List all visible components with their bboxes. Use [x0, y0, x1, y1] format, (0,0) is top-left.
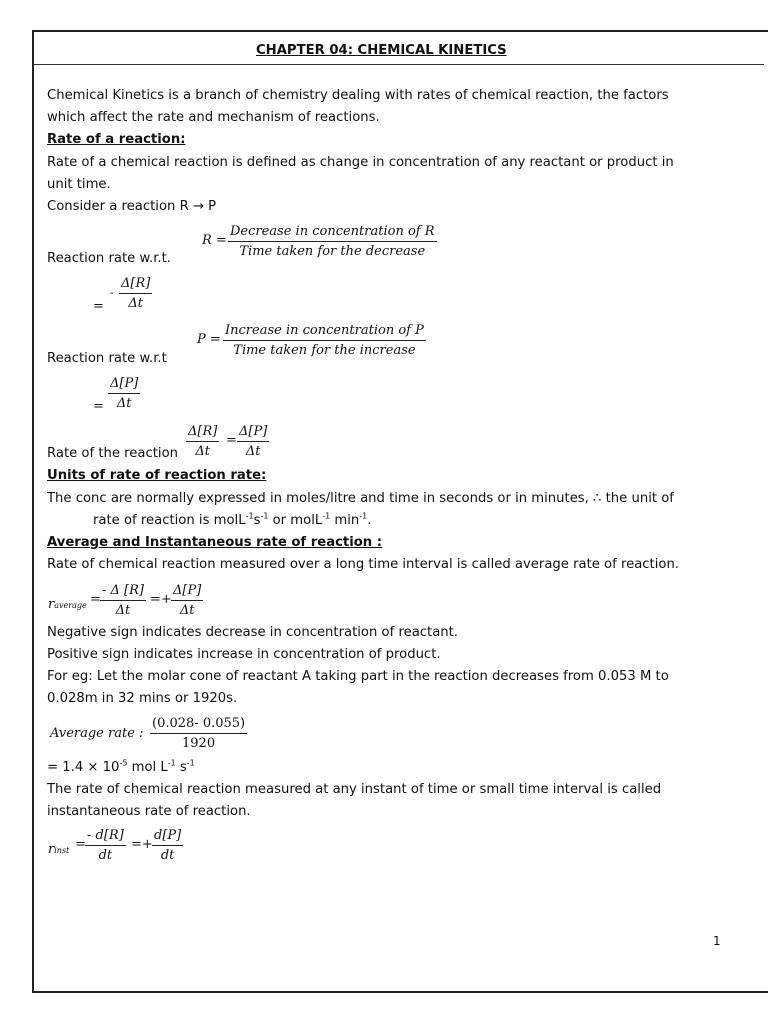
units-sup-1: -1	[245, 511, 254, 521]
eq-inst-r-subscript: inst	[54, 846, 70, 855]
eq-minus-sign: -	[110, 286, 114, 299]
eq-inst-numerator-r: - d[R]	[85, 828, 126, 846]
eq-avg-r	[48, 597, 87, 613]
rate-definition-line-2: unit time.	[47, 177, 111, 192]
chapter-title: CHAPTER 04: CHEMICAL KINETICS	[256, 43, 507, 58]
units-text-a: rate of reaction is molL	[93, 513, 246, 528]
eq-inst-r	[48, 842, 69, 858]
eq-r-lhs: R =	[202, 233, 227, 248]
units-sup-3: -1	[322, 511, 331, 521]
eq-average-rate-denominator: 1920	[182, 736, 216, 751]
eq-minus-fraction	[119, 276, 152, 311]
eq-inst-denominator-p: dt	[160, 848, 175, 863]
units-sup-2: -1	[260, 511, 269, 521]
rate-of-reaction-label: Rate of the reaction	[47, 446, 179, 461]
units-sup-4: -1	[359, 511, 368, 521]
units-text-b: s	[253, 513, 261, 528]
example-line-1: For eg: Let the molar cone of reactant A taking part in the reaction decreases from 0.053 M to	[47, 669, 669, 684]
consider-reaction: Consider a reaction R → P	[47, 199, 217, 214]
eq-inst-denominator-r: dt	[98, 848, 113, 863]
eq-inst-fraction-p	[152, 828, 183, 863]
eq-p-numerator: Increase in concentration of P	[223, 323, 426, 341]
instantaneous-line-2: instantaneous rate of reaction.	[47, 804, 251, 819]
positive-sign-note: Positive sign indicates increase in concentration of product.	[47, 647, 441, 662]
units-text-e: .	[367, 513, 372, 528]
units-line-2	[93, 513, 371, 529]
eq-rate-numerator-r: Δ[R]	[186, 424, 219, 442]
eq-rate-denominator-p: Δt	[245, 444, 261, 459]
eq-avg-numerator-r: - Δ [R]	[100, 583, 146, 601]
result-text-b: mol L	[127, 760, 168, 775]
eq-avg-r-symbol: r	[48, 597, 55, 612]
eq-rate-numerator-p: Δ[P]	[237, 424, 269, 442]
eq-average-rate-numerator: (0.028- 0.055)	[150, 716, 247, 734]
eq-average-rate-label: Average rate :	[50, 726, 144, 741]
eq-average-rate-fraction	[150, 716, 247, 751]
eq-dp-numerator: Δ[P]	[108, 376, 140, 394]
eq-avg-numerator-p: Δ[P]	[171, 583, 203, 601]
average-rate-result	[47, 760, 195, 776]
title-rule	[34, 64, 764, 65]
eq-r-numerator: Decrease in concentration of R	[228, 224, 437, 242]
result-sup-1: -5	[119, 758, 128, 768]
eq-r-fraction	[228, 224, 437, 259]
result-text-c: s	[175, 760, 187, 775]
negative-sign-note: Negative sign indicates decrease in concentration of reactant.	[47, 625, 458, 640]
eq-p-fraction	[223, 323, 426, 358]
eq-rate-equals: =	[226, 433, 237, 448]
eq-dp-fraction	[108, 376, 140, 411]
units-heading: Units of rate of reaction rate:	[47, 468, 267, 483]
eq-inst-equals-2: =+	[131, 837, 153, 852]
average-instantaneous-heading: Average and Instantaneous rate of reaction :	[47, 535, 383, 550]
page-number: 1	[713, 934, 721, 948]
intro-line-1: Chemical Kinetics is a branch of chemistry dealing with rates of chemical reaction, the factors	[47, 88, 669, 103]
eq-avg-equals-2: =+	[150, 592, 172, 607]
eq-avg-denominator-r: Δt	[115, 603, 131, 618]
result-text-a: = 1.4 × 10	[47, 760, 120, 775]
reaction-rate-wrt-p: Reaction rate w.r.t	[47, 351, 167, 366]
eq-avg-r-subscript: average	[54, 601, 87, 610]
eq-inst-numerator-p: d[P]	[152, 828, 183, 846]
eq-rate-fraction-p	[237, 424, 269, 459]
example-line-2: 0.028m in 32 mins or 1920s.	[47, 691, 238, 706]
eq-minus-equals: =	[93, 299, 104, 314]
eq-avg-equals-1: =	[90, 592, 101, 607]
eq-inst-fraction-r	[85, 828, 126, 863]
eq-dp-equals: =	[93, 399, 104, 414]
instantaneous-line-1: The rate of chemical reaction measured at any instant of time or small time interval is called	[47, 782, 662, 797]
rate-definition-line-1: Rate of a chemical reaction is defined as change in concentration of any reactant or product in	[47, 155, 674, 170]
eq-avg-denominator-p: Δt	[179, 603, 195, 618]
eq-minus-denominator: Δt	[128, 296, 143, 311]
rate-heading: Rate of a reaction:	[47, 132, 186, 147]
reaction-rate-wrt-r: Reaction rate w.r.t.	[47, 251, 171, 266]
eq-r-denominator: Time taken for the decrease	[239, 244, 426, 259]
average-rate-definition: Rate of chemical reaction measured over a long time interval is called average rate of reaction.	[47, 557, 679, 572]
eq-dp-denominator: Δt	[116, 396, 132, 411]
result-sup-2: -1	[167, 758, 176, 768]
intro-line-2: which affect the rate and mechanism of reactions.	[47, 110, 380, 125]
eq-rate-fraction-r	[186, 424, 219, 459]
eq-inst-r-symbol: r	[48, 842, 55, 857]
eq-p-lhs: P =	[197, 332, 221, 347]
units-text-d: min	[330, 513, 360, 528]
result-sup-3: -1	[186, 758, 195, 768]
units-text-c: or molL	[268, 513, 323, 528]
eq-avg-fraction-r	[100, 583, 146, 618]
eq-minus-numerator: Δ[R]	[119, 276, 152, 294]
eq-rate-denominator-r: Δt	[195, 444, 210, 459]
units-line-1: The conc are normally expressed in moles/litre and time in seconds or in minutes, ∴ the unit of	[47, 491, 674, 506]
eq-p-denominator: Time taken for the increase	[233, 343, 416, 358]
eq-inst-equals-1: =	[75, 837, 86, 852]
eq-avg-fraction-p	[171, 583, 203, 618]
